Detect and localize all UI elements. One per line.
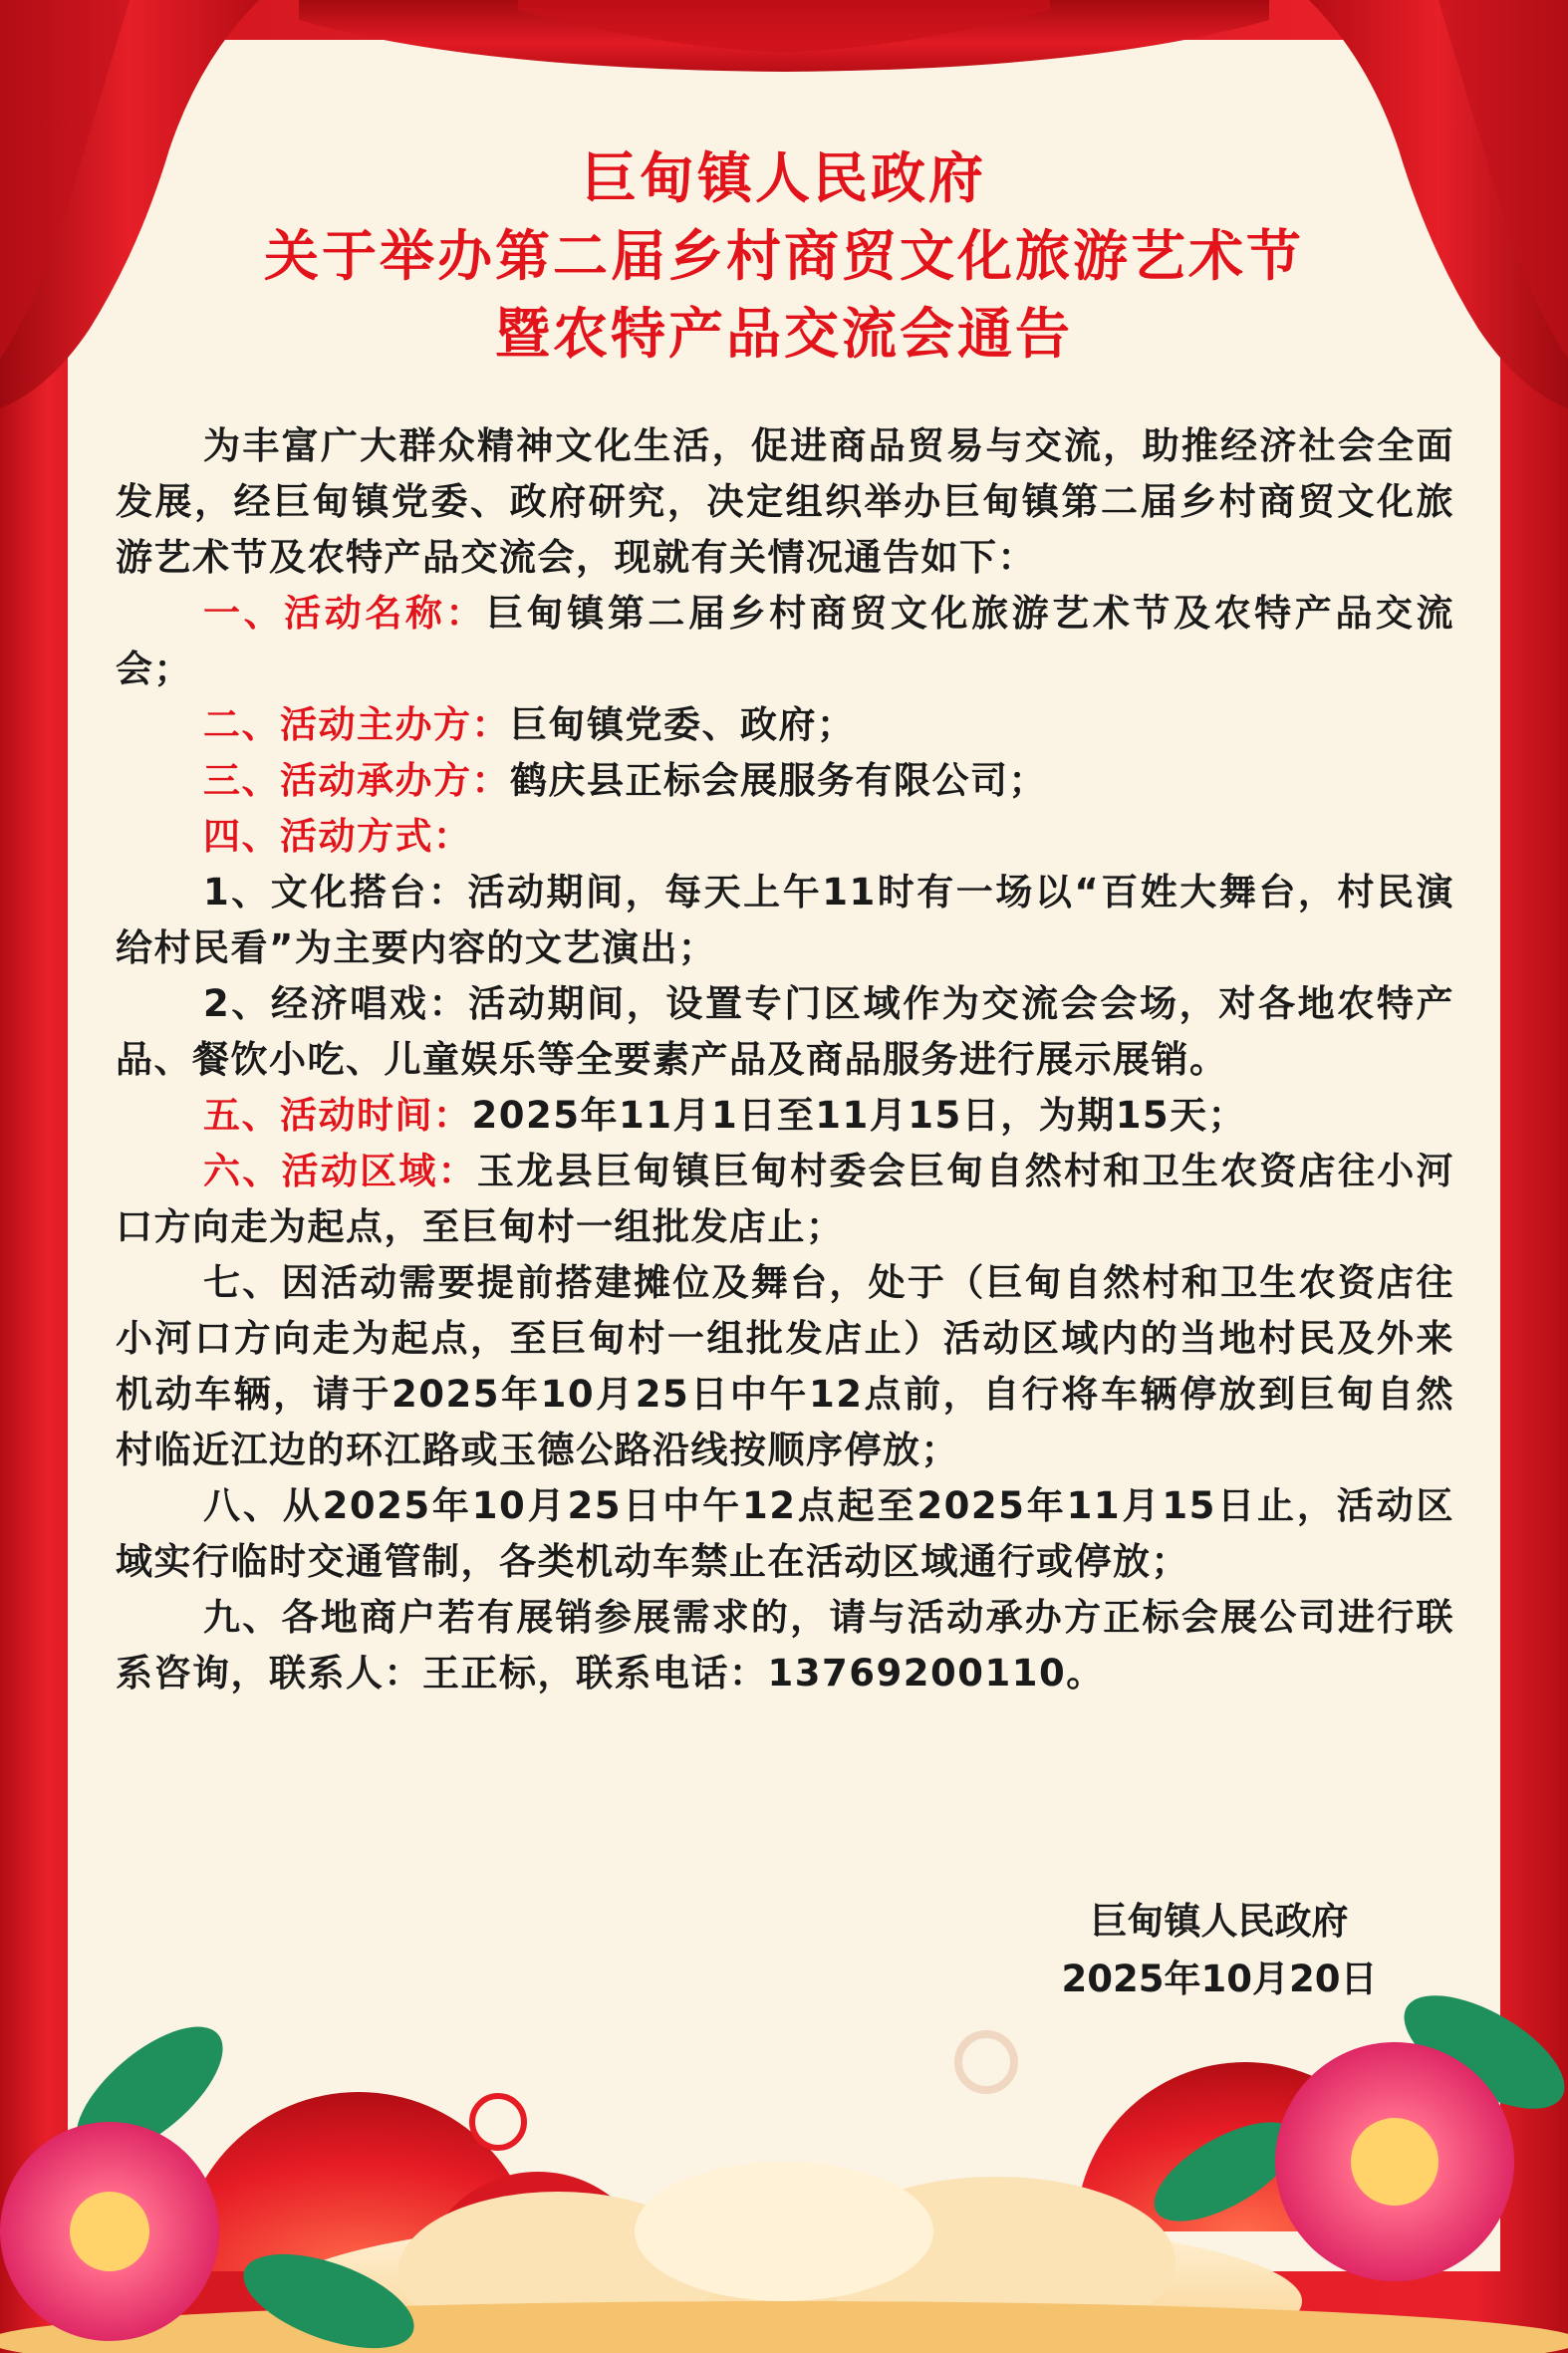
section-label: 三、活动承办方： bbox=[203, 759, 510, 802]
section-traffic-control: 八、从2025年10月25日中午12点起至2025年11月15日止，活动区域实行临时交通管制，各类机动车禁止在活动区域通行或停放； bbox=[116, 1484, 1454, 1583]
format-item-economy: 2、经济唱戏：活动期间，设置专门区域作为交流会会场，对各地农特产品、餐饮小吃、儿童娱乐等全要素产品及商品服务进行展示展销。 bbox=[116, 982, 1454, 1081]
intro-paragraph: 为丰富广大群众精神文化生活，促进商品贸易与交流，助推经济社会全面发展，经巨甸镇党委、政府研究，决定组织举办巨甸镇第二届乡村商贸文化旅游艺术节及农特产品交流会，现就有关情况通告如下： bbox=[116, 424, 1454, 579]
section-activity-name bbox=[116, 586, 1454, 697]
section-activity-area bbox=[116, 1144, 1454, 1255]
section-text: 2025年11月1日至11月15日，为期15天； bbox=[471, 1094, 1247, 1137]
format-item-culture: 1、文化搭台：活动期间，每天上午11时有一场以“百姓大舞台，村民演给村民看”为主要内容的文艺演出； bbox=[116, 871, 1454, 969]
section-label: 六、活动区域： bbox=[203, 1150, 477, 1192]
section-organizer bbox=[116, 697, 1454, 753]
signature-date: 2025年10月20日 bbox=[1061, 1958, 1378, 2000]
section-label: 四、活动方式： bbox=[203, 815, 472, 858]
section-parking-notice: 七、因活动需要提前搭建摊位及舞台，处于（巨甸自然村和卫生农资店往小河口方向走为起点，至巨甸村一组批发店止）活动区域内的当地村民及外来机动车辆，请于2025年10月25日中午12点前，自行将车辆停放到巨甸自然村临近江边的环江路或玉德公路沿线按顺序停放； bbox=[116, 1261, 1454, 1471]
section-undertaker bbox=[116, 753, 1454, 809]
signature-org: 巨甸镇人民政府 bbox=[1090, 1900, 1349, 1943]
title-line-3: 暨农特产品交流会通告 bbox=[494, 302, 1073, 366]
title-line-1: 巨甸镇人民政府 bbox=[581, 146, 986, 210]
section-text: 玉龙县巨甸镇巨甸村委会巨甸自然村和卫生农资店往小河口方向走为起点，至巨甸村一组批发店止； bbox=[116, 1150, 1455, 1248]
section-label: 二、活动主办方： bbox=[203, 703, 510, 746]
section-merchant-contact: 九、各地商户若有展销参展需求的，请与活动承办方正标会展公司进行联系咨询，联系人：王正标，联系电话：13769200110。 bbox=[116, 1596, 1454, 1695]
notice-title bbox=[68, 139, 1500, 373]
section-activity-time bbox=[116, 1088, 1454, 1144]
bottom-flower-decoration bbox=[0, 1972, 1568, 2353]
section-text: 巨甸镇党委、政府； bbox=[510, 703, 856, 746]
section-label: 五、活动时间： bbox=[203, 1094, 472, 1137]
title-line-2: 关于举办第二届乡村商贸文化旅游艺术节 bbox=[263, 224, 1304, 288]
notice-body bbox=[116, 418, 1454, 1701]
section-text: 鹤庆县正标会展服务有限公司； bbox=[510, 759, 1047, 802]
section-activity-format bbox=[116, 809, 1454, 865]
section-label: 一、活动名称： bbox=[203, 592, 487, 635]
section-text: 巨甸镇第二届乡村商贸文化旅游艺术节及农特产品交流会； bbox=[116, 592, 1455, 690]
